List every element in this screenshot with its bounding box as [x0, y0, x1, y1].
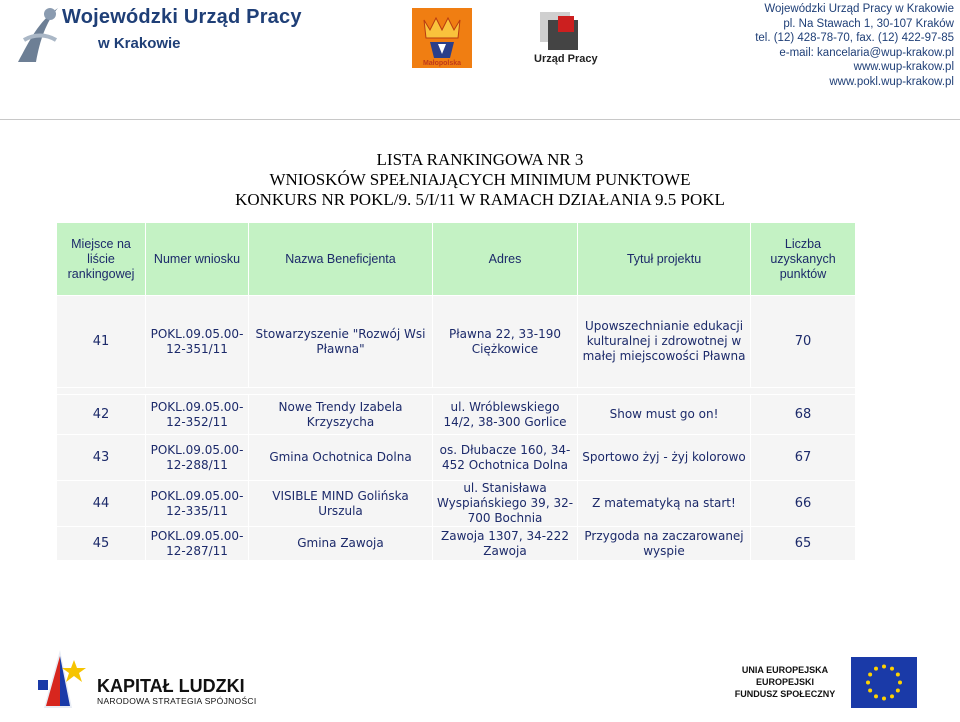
contact-email[interactable]: e-mail: kancelaria@wup-krakow.pl [779, 46, 954, 59]
eu-star-icon [874, 667, 878, 671]
address-cell: ul. Wróblewskiego 14/2, 38-300 Gorlice [433, 395, 578, 435]
contact-website[interactable]: www.pokl.wup-krakow.pl [829, 75, 954, 88]
eu-line: EUROPEJSKI [755, 677, 815, 687]
address-cell: Pławna 22, 33-190 Ciężkowice [433, 296, 578, 388]
malopolska-logo-icon [412, 8, 472, 68]
eu-flag-icon [851, 657, 917, 708]
column-header-beneficiary: Nazwa Beneficjenta [249, 223, 433, 296]
number-cell: POKL.09.05.00-12-351/11 [146, 296, 249, 388]
eu-line: FUNDUSZ SPOŁECZNY [734, 689, 836, 699]
eu-star-icon [896, 673, 900, 677]
title-line: WNIOSKÓW SPEŁNIAJĄCYCH MINIMUM PUNKTOWE [269, 170, 691, 189]
number-cell: POKL.09.05.00-12-335/11 [146, 481, 249, 527]
contact-line: tel. (12) 428-78-70, fax. (12) 422-97-85 [755, 32, 954, 44]
points-cell: 67 [751, 435, 856, 481]
eu-star-icon [896, 689, 900, 693]
rank-cell: 43 [57, 435, 146, 481]
contact-line: pl. Na Stawach 1, 30-107 Kraków [783, 17, 954, 30]
beneficiary-cell: Gmina Zawoja [249, 527, 433, 561]
number-cell: POKL.09.05.00-12-288/11 [146, 435, 249, 481]
project-cell: Sportowo żyj - żyj kolorowo [578, 435, 751, 481]
rank-cell: 42 [57, 395, 146, 435]
title-line: KONKURS NR POKL/9. 5/I/11 W RAMACH DZIAŁANIA 9.5 POKL [235, 190, 725, 209]
title-line: LISTA RANKINGOWA NR 3 [376, 150, 584, 169]
eu-star-icon [874, 694, 878, 698]
column-header-address: Adres [433, 223, 578, 296]
project-cell: Przygoda na zaczarowanej wyspie [578, 527, 751, 561]
address-cell: Zawoja 1307, 34-222 Zawoja [433, 527, 578, 561]
eu-text-block [730, 664, 840, 700]
eu-star-icon [866, 681, 870, 685]
table-row [57, 395, 856, 435]
column-header-project: Tytuł projektu [578, 223, 751, 296]
column-header-rank: Miejsce na liście rankingowej [57, 223, 146, 296]
address-cell: os. Dłubacze 160, 34-452 Ochotnica Dolna [433, 435, 578, 481]
contact-block [755, 2, 954, 89]
rank-cell: 44 [57, 481, 146, 527]
eu-star-icon [890, 667, 894, 671]
eu-line: UNIA EUROPEJSKA [741, 665, 829, 675]
points-cell: 66 [751, 481, 856, 527]
eu-star-icon [868, 673, 872, 677]
rank-cell: 41 [57, 296, 146, 388]
table-header-row [57, 223, 856, 296]
eu-star-icon [898, 681, 902, 685]
column-header-points: Liczba uzyskanych punktów [751, 223, 856, 296]
points-cell: 65 [751, 527, 856, 561]
page-header [0, 0, 960, 100]
beneficiary-cell: Stowarzyszenie "Rozwój Wsi Pławna" [249, 296, 433, 388]
eu-star-icon [890, 694, 894, 698]
eu-star-icon [882, 665, 886, 669]
address-cell: ul. Stanisława Wyspiańskiego 39, 32-700 Bochnia [433, 481, 578, 527]
table-row [57, 527, 856, 561]
kapital-ludzki-subtitle: NARODOWA STRATEGIA SPÓJNOŚCI [97, 696, 257, 706]
header-divider [0, 119, 960, 120]
table-row [57, 481, 856, 527]
table-row [57, 435, 856, 481]
contact-line: Wojewódzki Urząd Pracy w Krakowie [764, 3, 954, 15]
table-row [57, 296, 856, 388]
project-cell: Z matematyką na start! [578, 481, 751, 527]
org-name-line2: w Krakowie [98, 35, 181, 52]
beneficiary-cell: VISIBLE MIND Golińska Urszula [249, 481, 433, 527]
number-cell: POKL.09.05.00-12-287/11 [146, 527, 249, 561]
points-cell: 70 [751, 296, 856, 388]
kapital-ludzki-logo-icon [30, 646, 90, 712]
malopolska-label: Małopolska [422, 60, 462, 67]
eu-star-icon [868, 689, 872, 693]
org-name-line1: Wojewódzki Urząd Pracy [62, 6, 302, 28]
beneficiary-cell: Gmina Ochotnica Dolna [249, 435, 433, 481]
contact-website[interactable]: www.wup-krakow.pl [853, 61, 954, 73]
beneficiary-cell: Nowe Trendy Izabela Krzyszycha [249, 395, 433, 435]
points-cell: 68 [751, 395, 856, 435]
number-cell: POKL.09.05.00-12-352/11 [146, 395, 249, 435]
project-cell: Upowszechnianie edukacji kulturalnej i zdrowotnej w małej miejscowości Pławna [578, 296, 751, 388]
urzad-pracy-label: Urząd Pracy [534, 53, 598, 65]
project-cell: Show must go on! [578, 395, 751, 435]
kapital-ludzki-title: KAPITAŁ LUDZKI [97, 676, 245, 696]
column-header-number: Numer wniosku [146, 223, 249, 296]
document-title [0, 150, 960, 210]
rank-cell: 45 [57, 527, 146, 561]
row-spacer [57, 388, 856, 395]
eu-star-icon [882, 697, 886, 701]
ranking-table [56, 222, 856, 561]
